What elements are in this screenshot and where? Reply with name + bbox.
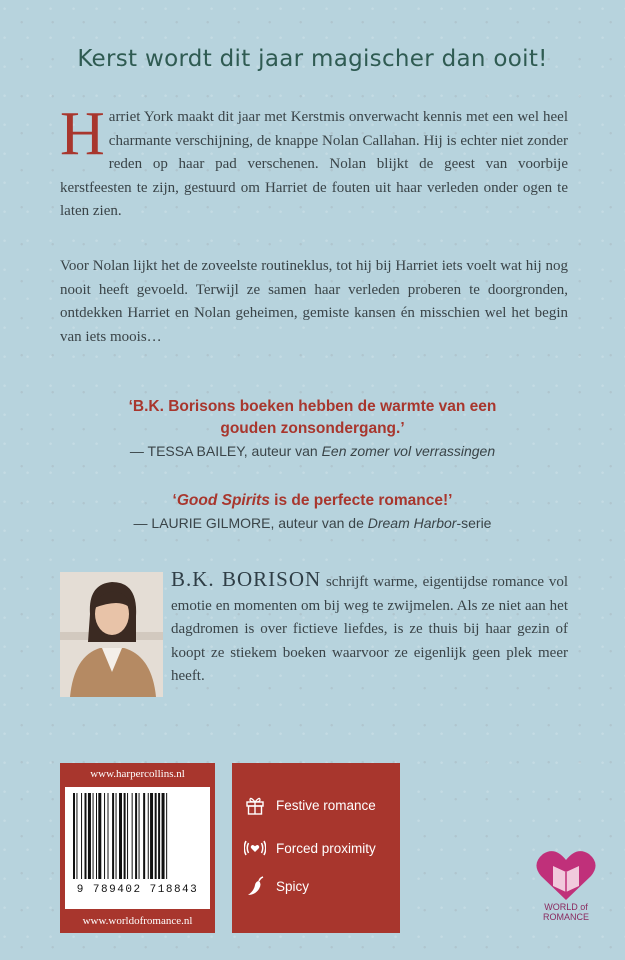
- quote-2-open: ‘: [172, 492, 177, 509]
- barcode-bar: [148, 793, 149, 879]
- quote-2-pre: , auteur van de: [270, 515, 368, 531]
- logo-line-1: WORLD of: [544, 902, 588, 912]
- barcode-bar: [88, 793, 91, 879]
- trope-label: Forced proximity: [276, 840, 376, 856]
- quote-2-dash: —: [133, 515, 152, 531]
- imprint-url: www.worldofromance.nl: [82, 915, 193, 927]
- author-name: B.K. BORISON: [171, 567, 322, 591]
- barcode-bar: [166, 793, 167, 879]
- barcode-bar: [143, 793, 145, 879]
- quote-2-author: LAURIE GILMORE: [151, 515, 271, 531]
- barcode: [65, 787, 210, 909]
- barcode-bar: [112, 793, 114, 879]
- drop-cap: H: [60, 100, 105, 168]
- heart-book-logo-icon: [533, 846, 599, 902]
- quote-2-work: Dream Harbor: [367, 515, 457, 531]
- quote-2-attribution: [0, 512, 625, 534]
- trope-festive-romance: [244, 793, 376, 817]
- barcode-bars: [73, 793, 202, 879]
- trope-forced-proximity: [244, 836, 376, 860]
- quote-1-text: [0, 396, 625, 440]
- quote-1-work: Een zomer vol verrassingen: [321, 443, 496, 459]
- barcode-bar: [158, 793, 160, 879]
- barcode-bar: [124, 793, 126, 879]
- barcode-panel: [60, 763, 215, 933]
- barcode-bar: [132, 793, 133, 879]
- barcode-bar: [108, 793, 109, 879]
- quote-2-post: -serie: [456, 515, 492, 531]
- barcode-bar: [98, 793, 101, 879]
- trope-spicy: [244, 874, 309, 898]
- barcode-bar: [119, 793, 122, 879]
- barcode-bar: [76, 793, 77, 879]
- quote-2-rest: is de perfecte romance!’: [269, 492, 453, 509]
- headline: Kerst wordt dit jaar magischer dan ooit!: [77, 46, 548, 72]
- heart-signal-icon: [244, 837, 266, 859]
- quote-1-author: TESSA BAILEY: [147, 443, 244, 459]
- barcode-bar: [93, 793, 94, 879]
- barcode-bar: [150, 793, 153, 879]
- author-bio-text: schrijft warme, eigentijdse romance vol emotie en momenten om bij weg te zwijmelen. Als ze niet aan het dagdromen is over fictieve liefdes, is ze thuis bij haar gezin of koopt ze stiekem boeken waarvoor ze eigenlijk geen plek meer heeft.: [171, 574, 568, 684]
- quote-2-text: [0, 490, 625, 512]
- barcode-bar: [73, 793, 75, 879]
- barcode-bar: [104, 793, 105, 879]
- gift-icon: [244, 794, 266, 816]
- review-quote-2: [0, 490, 625, 534]
- tropes-panel: [232, 763, 400, 933]
- quote-1-line-1: ‘B.K. Borisons boeken hebben de warmte van een: [128, 398, 497, 415]
- barcode-bar: [135, 793, 137, 879]
- barcode-bar: [139, 793, 140, 879]
- blurb-paragraph-2: Voor Nolan lijkt het de zoveelste routineklus, tot hij bij Harriet iets voelt wat hij nog nooit heeft gevoeld. Terwijl ze samen haar verleden proberen te doorgronden, ontdekken Harriet en Nolan geheimen, gemiste kansen én misschien wel het begin van iets moois…: [60, 258, 568, 345]
- review-quote-1: [0, 396, 625, 462]
- barcode-bar: [162, 793, 165, 879]
- trope-label: Festive romance: [276, 797, 376, 813]
- quote-1-dash: —: [129, 443, 148, 459]
- publisher-url: www.harpercollins.nl: [90, 768, 185, 780]
- barcode-bar: [127, 793, 128, 879]
- isbn-number: 9 789402 718843: [76, 884, 199, 896]
- barcode-bar: [96, 793, 97, 879]
- chili-pepper-icon: [244, 875, 266, 897]
- quote-2-book-title: Good Spirits: [176, 492, 270, 509]
- barcode-bar: [116, 793, 117, 879]
- logo-line-2: ROMANCE: [542, 912, 589, 922]
- world-of-romance-logo: [533, 846, 599, 930]
- blurb-paragraph-1-text: arriet York maakt dit jaar met Kerstmis onverwacht kennis met een wel heel charmante verschijning, de knappe Nolan Callahan. Hij is echter niet zonder reden op haar pad verschenen. Nolan blijkt de geest van voorbije kerstfeesten te zijn, gestuurd om Harriet de fouten uit haar verleden onder ogen te laten zien.: [60, 109, 568, 219]
- barcode-bar: [155, 793, 157, 879]
- logo-wordmark: [533, 902, 599, 922]
- quote-1-line-2: gouden zonsondergang.’: [220, 420, 405, 437]
- blurb-paragraph-1: [60, 100, 568, 224]
- quote-1-pre: , auteur van: [243, 443, 322, 459]
- quote-1-attribution: [0, 440, 625, 462]
- barcode-bar: [81, 793, 82, 879]
- trope-label: Spicy: [276, 878, 310, 894]
- barcode-bar: [85, 793, 87, 879]
- author-bio: [60, 568, 568, 695]
